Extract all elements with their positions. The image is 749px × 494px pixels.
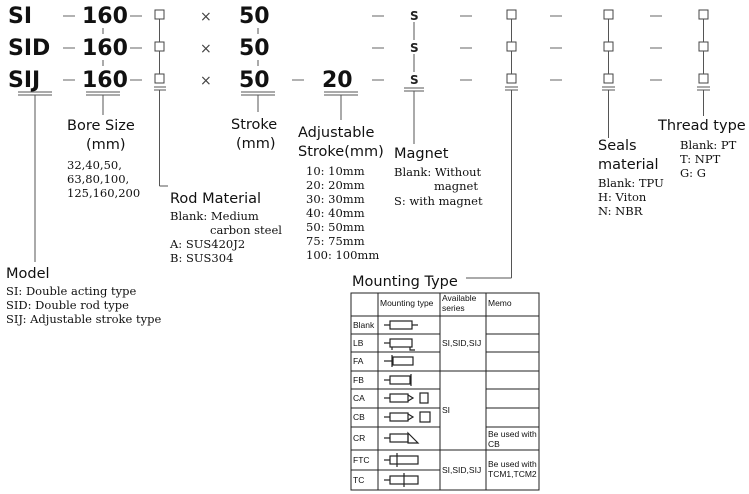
svg-text:50: 50mm: 50: 50mm [306,220,365,234]
code-magnet: S [410,73,419,87]
svg-text:G: G: G: G [680,166,706,180]
svg-text:Rod Material: Rod Material [170,191,262,207]
memo-cr-line1: Be used with [488,429,537,439]
svg-text:(mm): (mm) [236,136,276,152]
svg-text:N: NBR: N: NBR [598,204,643,218]
placeholder-box [604,74,613,83]
placeholder-box [507,10,516,19]
svg-text:SIJ: Adjustable stroke type: SIJ: Adjustable stroke type [6,312,162,326]
svg-text:Blank: TPU: Blank: TPU [598,176,664,190]
row-label-blank: Blank [353,320,375,330]
svg-text:B: SUS304: B: SUS304 [170,251,234,265]
svg-text:63,80,100,: 63,80,100, [67,172,130,186]
code-stroke: 50 [239,68,270,93]
svg-text:30: 30mm: 30: 30mm [306,192,365,206]
svg-text:T: NPT: T: NPT [680,152,721,166]
code-stroke: 50 [239,36,270,61]
placeholder-box [604,10,613,19]
svg-text:Stroke: Stroke [231,117,278,133]
svg-text:Blank: PT: Blank: PT [680,138,737,152]
placeholder-box [155,42,164,51]
seals-material-label [598,138,664,218]
cylinder-pivot-icon-cr [384,433,418,443]
svg-text:SI: Double acting type: SI: Double acting type [6,284,137,298]
svg-text:20: 20mm: 20: 20mm [306,178,365,192]
svg-text:Bore Size: Bore Size [67,118,135,134]
svg-text:Seals: Seals [598,138,637,154]
svg-text:10: 10mm: 10: 10mm [306,164,365,178]
svg-text:Blank: Without: Blank: Without [394,165,482,179]
svg-text:carbon steel: carbon steel [210,223,282,237]
placeholder-box [604,42,613,51]
svg-text:H: Viton: H: Viton [598,190,647,204]
svg-text:material: material [598,157,659,173]
code-stroke: 50 [239,4,270,29]
code-sid: SID [8,36,51,61]
memo-tc-line1: Be used with [488,459,537,469]
cylinder-clevis-icon-cb [384,412,430,422]
row-label-fa: FA [353,356,364,366]
memo-tc-line2: TCM1,TCM2 [488,469,537,479]
header-mounting-type: Mounting type [380,298,434,308]
svg-text:100: 100mm: 100: 100mm [306,248,380,262]
svg-text:32,40,50,: 32,40,50, [67,158,122,172]
series-si: SI [442,405,451,415]
placeholder-box [155,10,164,19]
cylinder-clevis-icon-ca [384,393,428,403]
row-label-ca: CA [353,393,365,403]
placeholder-box [507,74,516,83]
cylinder-flange-icon-fb [384,374,411,386]
placeholder-box [699,42,708,51]
bore-size-label [67,118,140,200]
header-available: Available [442,293,477,303]
cylinder-trunnion-icon-ftc [384,453,418,467]
cylinder-icon-blank [384,321,418,329]
svg-text:Magnet: Magnet [394,146,449,162]
svg-text:Thread type: Thread type [658,118,746,134]
times-sign: × [200,9,212,25]
code-magnet: S [410,9,419,23]
header-memo: Memo [488,298,512,308]
code-si: SI [8,4,33,29]
row-label-cb: CB [353,412,365,422]
code-adjustable-stroke: 20 [322,68,353,93]
svg-text:S: with magnet: S: with magnet [394,194,483,208]
code-sij: SIJ [8,68,41,93]
row-label-cr: CR [353,433,366,443]
row-label-ftc: FTC [353,455,370,465]
row-label-lb: LB [353,338,364,348]
placeholder-box [699,10,708,19]
svg-text:magnet: magnet [434,179,478,193]
code-bore-size: 160 [82,36,128,61]
code-bore-size: 160 [82,4,128,29]
stroke-label [231,117,277,152]
svg-text:Blank: Medium: Blank: Medium [170,209,259,223]
series-si-sid-sij-2: SI,SID,SIJ [442,465,482,475]
row-label-tc: TC [353,475,365,485]
thread-type-label [657,118,746,180]
header-series: series [442,303,465,313]
code-bore-size: 160 [82,68,128,93]
placeholder-box [699,74,708,83]
code-magnet: S [410,41,419,55]
rod-material-label [169,191,282,265]
mounting-type-title: Mounting Type [352,274,458,290]
svg-text:(mm): (mm) [86,137,126,153]
svg-text:40: 40mm: 40: 40mm [306,206,365,220]
svg-text:Stroke(mm): Stroke(mm) [298,144,384,160]
svg-text:A: SUS420J2: A: SUS420J2 [170,237,246,251]
svg-text:75: 75mm: 75: 75mm [306,234,365,248]
series-si-sid-sij: SI,SID,SIJ [442,338,482,348]
cylinder-trunnion-icon-tc [384,473,418,487]
svg-text:Adjustable: Adjustable [298,125,375,141]
memo-cr-line2: CB [488,439,500,449]
placeholder-box [155,74,164,83]
times-sign: × [200,73,212,89]
svg-text:Model: Model [6,266,50,282]
cylinder-foot-icon-lb [384,339,415,350]
adjustable-stroke-label [298,125,384,262]
svg-text:125,160,200: 125,160,200 [67,186,141,200]
cylinder-flange-icon-fa [384,355,413,367]
times-sign: × [200,41,212,57]
magnet-label [394,146,483,208]
row-label-fb: FB [353,375,364,385]
placeholder-box [507,42,516,51]
model-label [6,266,161,326]
svg-text:SID: Double rod type: SID: Double rod type [6,298,129,312]
